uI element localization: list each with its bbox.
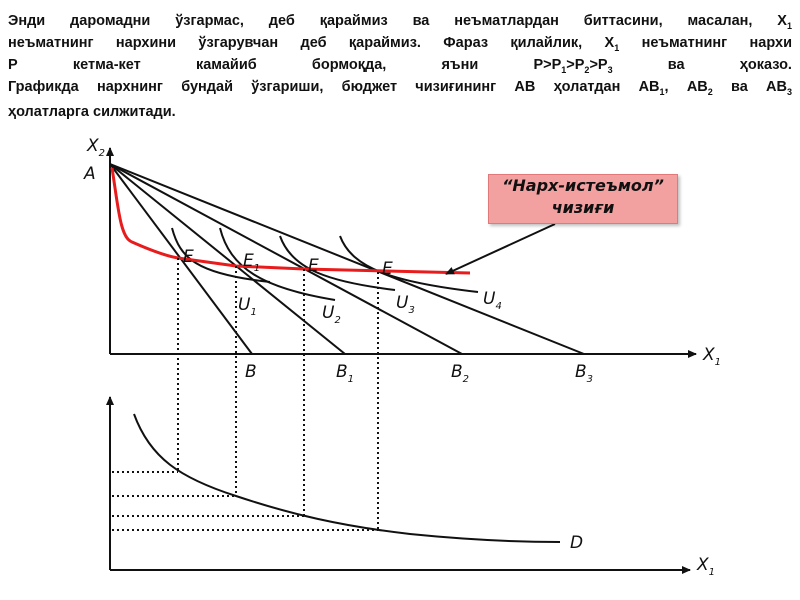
paragraph-line-4: Графикда нархнинг бундай ўзгариши, бюджет чизиғининг АВ ҳолатдан $АВ_1$, $АВ_2$ ва $АВ_3$ <box>8 78 793 97</box>
text-segment: Р <box>8 56 18 73</box>
equilibrium-e3: E <box>382 259 393 279</box>
x-axis-label-lower: $X_1$ <box>697 555 716 578</box>
price-consumption-curve <box>112 168 470 273</box>
budget-end-b1: $B_1$ <box>336 362 355 385</box>
subscript: 1 <box>786 20 792 31</box>
text-segment: бормоқда, <box>311 56 387 73</box>
indifference-label-u2: $U_2$ <box>322 303 341 326</box>
text-segment: неъматнинг нархини ўзгарувчан деб қараймиз. Фараз қилайлик, Х <box>8 34 615 51</box>
callout-arrow <box>446 224 555 274</box>
equilibrium-e2: E <box>308 256 319 276</box>
price-inequality: $Р>Р_1>Р_2>Р_3$ <box>533 56 613 75</box>
subscript: 1 <box>614 42 620 53</box>
text-segment: Энди даромадни ўзгармас, деб қараймиз ва неъматлардан биттасини, масалан, Х <box>8 13 787 29</box>
budget-line-ab2 <box>110 164 462 354</box>
text-segment: ва <box>667 56 685 73</box>
budget-end-b2: $B_2$ <box>451 362 470 385</box>
demand-label: D <box>570 533 584 553</box>
callout-line-2: чизиғи <box>551 198 615 217</box>
indifference-curve-u3 <box>280 236 395 290</box>
text-segment: кетма-кет <box>72 56 141 73</box>
y-axis-label: $X_2$ <box>87 136 106 159</box>
paragraph-line-5: ҳолатларга силжитади. <box>8 104 176 120</box>
indifference-label-u1: $U_1$ <box>238 295 257 318</box>
indifference-label-u3: $U_3$ <box>396 293 415 316</box>
equilibrium-e1: $E_1$ <box>243 251 261 274</box>
budget-end-b: B <box>245 362 257 382</box>
indifference-label-u4: $U_4$ <box>483 289 502 312</box>
text-segment: ҳоказо. <box>739 56 792 73</box>
text-segment: неъматнинг нархи <box>619 34 792 51</box>
x-axis-label-upper: $X_1$ <box>703 345 722 368</box>
price-consumption-callout <box>488 174 678 224</box>
point-a-label: A <box>84 164 96 184</box>
text-segment: яъни <box>441 56 479 73</box>
equilibrium-e: E <box>183 247 194 267</box>
budget-end-b3: $B_3$ <box>575 362 594 385</box>
text-segment: камайиб <box>195 56 257 73</box>
callout-line-1: “Нарх-истеъмол” <box>502 176 664 195</box>
demand-curve <box>134 414 560 542</box>
